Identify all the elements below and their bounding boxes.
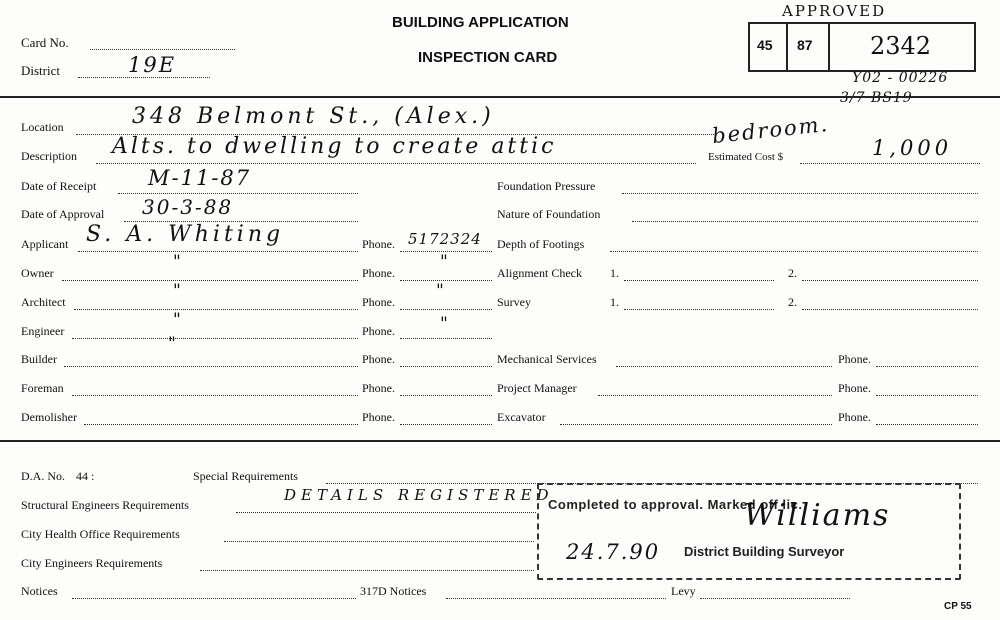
alignment-1-label: 1. [610, 266, 619, 280]
applicant-phone-label: Phone. [362, 237, 395, 251]
notices-label: Notices [21, 584, 58, 598]
survey-label: Survey [497, 295, 531, 309]
engineer-phone-ditto: " [440, 314, 450, 334]
owner-phone-ditto: " [440, 252, 450, 272]
foreman-label: Foreman [21, 381, 64, 395]
structural-req-field [236, 512, 536, 513]
architect-ditto: " [173, 281, 183, 301]
mechanical-services-field [616, 366, 832, 367]
excavator-label: Excavator [497, 410, 546, 424]
applicant-field [78, 251, 358, 252]
receipt-label: Date of Receipt [21, 179, 97, 193]
project-manager-phone-field [876, 395, 978, 396]
card-no-label: Card No. [21, 35, 69, 50]
approved-note: APPROVED [782, 2, 887, 20]
owner-phone-field [400, 280, 492, 281]
health-req-field [224, 541, 534, 542]
middle-rule [0, 440, 1000, 442]
card-number-box [748, 22, 976, 72]
description-field [96, 163, 696, 164]
demolisher-phone-label: Phone. [362, 410, 395, 424]
depth-footings-label: Depth of Footings [497, 237, 585, 251]
survey-2-label: 2. [788, 295, 797, 309]
stamp-date: 24.7.90 [566, 540, 661, 564]
estimated-cost-value: 1,000 [872, 136, 953, 160]
depth-footings-field [610, 251, 978, 252]
survey-2-field [802, 309, 978, 310]
box-code-b: 87 [797, 37, 813, 53]
mechanical-phone-label: Phone. [838, 352, 871, 366]
alignment-2-field [802, 280, 978, 281]
survey-1-field [624, 309, 774, 310]
structural-req-label: Structural Engineers Requirements [21, 498, 189, 512]
project-manager-field [598, 395, 832, 396]
mechanical-services-label: Mechanical Services [497, 352, 597, 366]
estimated-cost-field [800, 163, 980, 164]
district-label: District [21, 63, 60, 78]
alignment-check-label: Alignment Check [497, 266, 582, 280]
builder-label: Builder [21, 352, 57, 366]
excavator-field [560, 424, 832, 425]
builder-phone-field [400, 366, 492, 367]
architect-field [74, 309, 358, 310]
owner-phone-label: Phone. [362, 266, 395, 280]
header-rule [0, 96, 1000, 98]
levy-label: Levy [671, 584, 696, 598]
project-manager-phone-label: Phone. [838, 381, 871, 395]
alignment-1-field [624, 280, 774, 281]
demolisher-field [84, 424, 358, 425]
foreman-phone-label: Phone. [362, 381, 395, 395]
engineer-field [72, 338, 358, 339]
architect-phone-field [400, 309, 492, 310]
structural-req-value: DETAILS REGISTERED [284, 486, 554, 504]
architect-phone-ditto: " [436, 281, 446, 301]
owner-ditto: " [173, 252, 183, 272]
builder-field [64, 366, 358, 367]
architect-label: Architect [21, 295, 66, 309]
special-req-label: Special Requirements [193, 469, 298, 483]
ref-note-2: 3/7 BS19 [840, 90, 913, 106]
card-no-field [90, 49, 235, 50]
estimated-cost-label: Estimated Cost $ [708, 151, 784, 163]
location-label: Location [21, 120, 64, 134]
title-line-2: INSPECTION CARD [418, 49, 558, 66]
architect-phone-label: Phone. [362, 295, 395, 309]
applicant-label: Applicant [21, 237, 69, 251]
foreman-field [72, 395, 358, 396]
approval-label: Date of Approval [21, 207, 105, 221]
nature-foundation-label: Nature of Foundation [497, 207, 601, 221]
owner-label: Owner [21, 266, 54, 280]
receipt-value: M-11-87 [148, 166, 252, 190]
alignment-2-label: 2. [788, 266, 797, 280]
city-eng-req-field [200, 570, 534, 571]
district-field [78, 77, 210, 78]
survey-1-label: 1. [610, 295, 619, 309]
builder-ditto: " [168, 334, 178, 354]
form-code: CP 55 [944, 601, 972, 612]
engineer-ditto: " [173, 310, 183, 330]
city-eng-req-label: City Engineers Requirements [21, 556, 163, 570]
receipt-field [118, 193, 358, 194]
stamp-line-1: Completed to approval. Marked off lic. [548, 497, 803, 512]
title-line-1: BUILDING APPLICATION [392, 14, 569, 31]
demolisher-label: Demolisher [21, 410, 77, 424]
description-extra: bedroom. [711, 111, 831, 149]
description-value: Alts. to dwelling to create attic [112, 134, 557, 159]
da-label: D.A. No. [21, 469, 65, 483]
stamp-signature: Williams [744, 498, 891, 533]
location-value: 348 Belmont St., (Alex.) [132, 104, 495, 129]
foundation-pressure-field [622, 193, 978, 194]
box-code-a: 45 [757, 37, 773, 53]
levy-field [700, 598, 850, 599]
demolisher-phone-field [400, 424, 492, 425]
district-value: 19E [128, 53, 177, 77]
approval-value: 30-3-88 [142, 195, 234, 219]
excavator-phone-field [876, 424, 978, 425]
applicant-phone-value: 5172324 [408, 230, 482, 248]
applicant-value: S. A. Whiting [86, 222, 285, 247]
foreman-phone-field [400, 395, 492, 396]
builder-phone-label: Phone. [362, 352, 395, 366]
engineer-phone-field [400, 338, 492, 339]
health-req-label: City Health Office Requirements [21, 527, 180, 541]
project-manager-label: Project Manager [497, 381, 577, 395]
notices-317d-label: 317D Notices [360, 584, 427, 598]
nature-foundation-field [632, 221, 978, 222]
mechanical-phone-field [876, 366, 978, 367]
notices-317d-field [446, 598, 666, 599]
description-label: Description [21, 149, 77, 163]
excavator-phone-label: Phone. [838, 410, 871, 424]
card-number: 2342 [870, 32, 932, 60]
engineer-label: Engineer [21, 324, 65, 338]
stamp-line-2: District Building Surveyor [684, 544, 845, 559]
da-value: 44 : [76, 469, 95, 483]
engineer-phone-label: Phone. [362, 324, 395, 338]
ref-note-1: Y02 - 00226 [852, 70, 949, 86]
foundation-pressure-label: Foundation Pressure [497, 179, 596, 193]
owner-field [62, 280, 358, 281]
notices-field [72, 598, 356, 599]
